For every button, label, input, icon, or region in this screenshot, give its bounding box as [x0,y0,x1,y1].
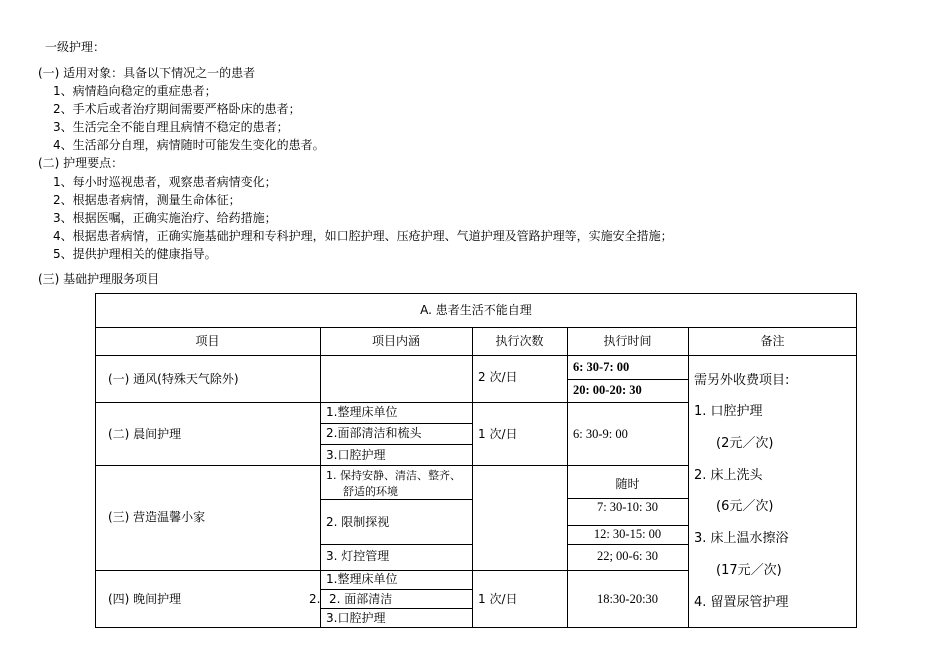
table-rule [320,608,472,609]
key-point-item: 2、根据患者病情，测量生命体征； [53,193,241,207]
applicability-item: 3、生活完全不能自理且病情不稳定的患者； [53,120,289,134]
table-rule [567,379,688,380]
table-rule [472,327,473,628]
header-content: 项目内涵 [371,334,420,348]
row-content: 2. 面部清洁 [329,592,393,606]
row-time: 6: 30-7: 00 [573,360,630,374]
table-caption: A. 患者生活不能自理 [420,303,532,317]
table-rule [567,498,688,499]
applicability-item: 2、手术后或者治疗期间需要严格卧床的患者； [53,102,301,116]
remark-item-price: (6元／次) [716,499,774,514]
row-content: 舒适的环境 [343,485,398,498]
table-rule [320,327,321,628]
key-point-item: 4、根据患者病情，正确实施基础护理和专科护理，如口腔护理、压疮护理、气道护理及管路护理等，实施安全措施； [53,229,673,243]
table-rule [567,525,688,526]
table-rule [320,544,472,545]
row-time: 22; 00-6: 30 [596,549,659,563]
row-content: 2.面部清洁和梳头 [326,426,422,440]
applicability-title: (一) 适用对象：具备以下情况之一的患者 [38,66,256,80]
table-rule [567,544,688,545]
remark-item-name: 2. 床上洗头 [694,468,763,483]
document-heading: 一级护理： [45,40,106,54]
remark-item-name: 1. 口腔护理 [694,404,763,419]
row-item: (二) 晨间护理 [108,427,182,441]
row-time: 6: 30-9: 00 [573,427,628,441]
remark-item-name: 4. 留置尿管护理 [694,595,789,610]
header-frequency: 执行次数 [495,334,544,348]
header-time: 执行时间 [603,334,652,348]
applicability-item: 1、病情趋向稳定的重症患者； [53,84,217,98]
key-point-item: 3、根据医嘱，正确实施治疗、给药措施； [53,211,277,225]
row-time: 7: 30-10: 30 [596,500,659,514]
remark-item-name: 3. 床上温水擦浴 [694,531,789,546]
services-title: (三) 基础护理服务项目 [38,272,160,286]
table-rule [320,589,472,590]
row-content: 1.整理床单位 [326,572,398,586]
table-rule [95,355,857,356]
header-item: 项目 [195,334,220,348]
row-frequency: 2 次/日 [478,370,518,384]
row-time: 12: 30-15: 00 [593,527,662,541]
row-time: 18:30-20:30 [596,592,659,606]
row-time: 20: 00-20: 30 [573,383,642,397]
remark-item-price: (2元／次) [716,436,774,451]
row-item: (一) 通风(特殊天气除外) [108,372,239,386]
table-rule [320,499,472,500]
row-content: 2. 限制探视 [326,515,390,529]
key-point-item: 5、提供护理相关的健康指导。 [53,247,217,261]
key-points-title: (二) 护理要点： [38,156,124,170]
row-content: 3.口腔护理 [326,611,386,625]
applicability-item: 4、生活部分自理，病情随时可能发生变化的患者。 [53,138,325,152]
table-rule [95,327,857,328]
row-content: 3. 灯控管理 [326,549,390,563]
row-item: (四) 晚间护理 [108,592,182,606]
row-content: 1.整理床单位 [326,405,398,419]
table-rule [95,402,688,403]
row-content: 1. 保持安静、清洁、整齐、 [326,469,461,482]
table-rule [320,423,472,424]
row-marker: 2. [309,592,321,606]
header-remarks: 备注 [760,334,785,348]
row-frequency: 1 次/日 [478,592,518,606]
row-item: (三) 营造温馨小家 [108,510,206,524]
table-rule [320,444,472,445]
row-content: 3.口腔护理 [326,448,386,462]
remark-item-price: (17元／次) [716,563,782,578]
table-rule [95,570,688,571]
row-time: 随时 [615,477,640,491]
table-rule [688,327,689,628]
table-rule [95,465,688,466]
key-point-item: 1、每小时巡视患者，观察患者病情变化； [53,175,277,189]
remarks-title: 需另外收费项目: [694,373,790,388]
row-frequency: 1 次/日 [478,427,518,441]
